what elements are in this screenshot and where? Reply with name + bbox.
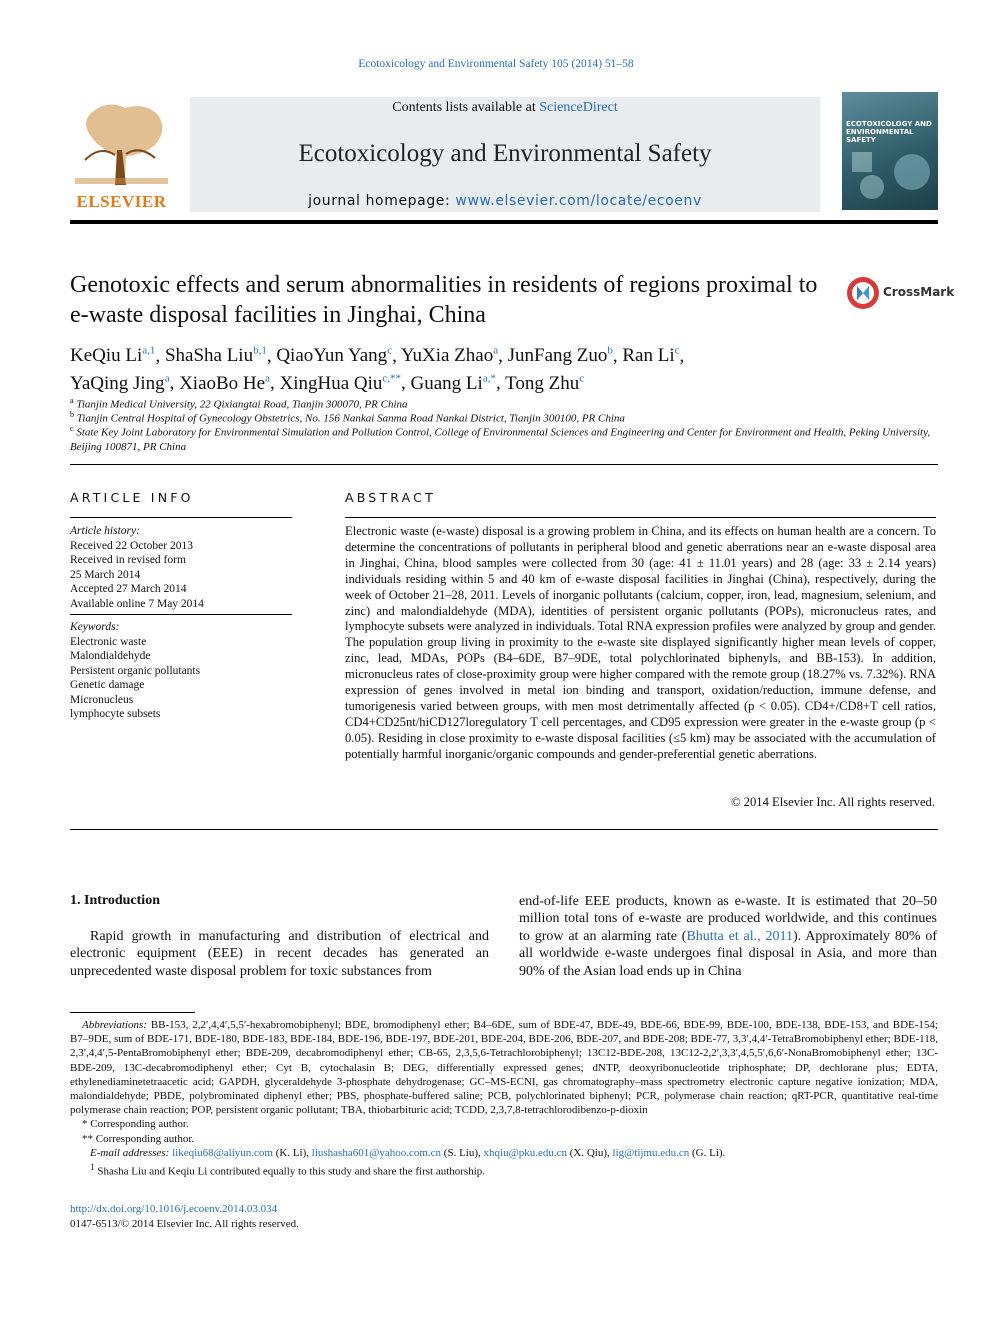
abstract-text: Electronic waste (e-waste) disposal is a growing problem in China, and its effects on human health are a concern. To determine the concentrations of pollutants in peripheral blood and genetic aberrations near an e-waste disposal area in Jinghai, China, blood samples were collected from 30 (age: 41 ± 11.01 years) and 28 (age: 33 ± 2.14 years) individuals residing within 5 and 40 km of e-waste disposal facilities in Jinghai (China), respectively, during the week of October 21–28, 2011. Levels of inorganic pollutants (calcium, copper, iron, lead, magnesium, selenium, and zinc) and malondialdehyde (MDA), identities of persistent organic pollutants (POPs), micronucleus rates, and lymphocyte subsets were analyzed in individuals. Total RNA expression profiles were analyzed by group and gender. The population group living in proximity to the e-waste site displayed significantly higher mean levels of copper, zinc, lead, MDAs, POPs (B4–6DE, B7–9DE, total polychlorinated biphenyls, and BB-153). In addition, micronucleus rates of close-proximity group were higher compared with the remote group (18.27% vs. 7.32%). RNA expression of genes involved in metal ion binding and transport, oxidation/reduction, immune defense, and tumorigenesis varied between groups, with men most detrimentally affected (p < 0.05). CD4+/CD8+T cell ratios, CD4+CD25nt/hiCD127loregulatory T cell percentages, and CD95 expression were greater in the e-waste group (p < 0.05). Residing in close proximity to e-waste disposal facilities (≤5 km) may be associated with the accumulation of potentially harmful inorganic/organic compounds and gender-preferential genetic aberrations. (345, 524, 936, 761)
journal-name: Ecotoxicology and Environmental Safety (298, 140, 712, 167)
citation-link[interactable]: Bhutta et al., 2011 (686, 928, 793, 944)
keyword: Genetic damage (70, 679, 145, 691)
keywords-rule (70, 614, 292, 615)
article-info-rule (70, 517, 292, 518)
doi-link[interactable]: http://dx.doi.org/10.1016/j.ecoenv.2014.03.034 (70, 1203, 278, 1215)
footnote-rule (70, 1012, 195, 1013)
sciencedirect-link[interactable]: ScienceDirect (539, 100, 618, 115)
keyword: Persistent organic pollutants (70, 664, 201, 677)
author[interactable]: KeQiu Li$^{a,1}$ (70, 345, 156, 367)
page-footer (70, 1202, 299, 1231)
article-info-heading: ARTICLE INFO (70, 490, 194, 505)
email-link[interactable]: lig@tijmu.edu.cn (612, 1146, 690, 1159)
crossmark-label: CrossMark (883, 285, 955, 299)
crossmark-badge[interactable] (846, 276, 955, 310)
issn-line: 0147-6513/© 2014 Elsevier Inc. All rights reserved. (70, 1217, 299, 1230)
email-addresses: E-mail addresses: likeqiu68@aliyun.com (K. Li), liushasha601@yahoo.com.cn (S. Liu), xhqiu@pku.edu.cn (X. Qiu), lig@tijmu.edu.cn (G. Li). (90, 1146, 726, 1159)
section-rule (70, 464, 938, 465)
equal-contribution-note: $^1$ Shasha Liu and Keqiu Li contributed equally to this study and share the first authorship. (90, 1162, 486, 1178)
author[interactable]: XingHua Qiu$^{c,**}$ (279, 372, 402, 394)
footnotes: Abbreviations: BB-153, 2,2′,4,4′,5,5′-hexabromobiphenyl; BDE, bromodiphenyl ether; B4–6DE, sum of BDE-47, BDE-49, BDE-66, BDE-99, BDE-100, BDE-138, BDE-153, and BDE-154; B7–9DE, sum of BDE-171, BDE-180, BDE-183, BDE-184, BDE-196, BDE-197, BDE-201, BDE-204, BDE-206, BDE-207, and BDE-208; BDE-77, 3,3′,4,4′-TetraBromobiphenyl ether; BDE-118, 2,3′,4,4′,5-PentaBromobiphenyl ether; BDE-209, decabromodiphenyl ether; CB-65, 2,3,5,6-Tetrachlorobiphenyl; 13C12-BDE-208, 13C12-2,2′,3,3′,4,5,5′,6,6′-NonaBromobiphenyl ether; 13C-BDE-209, 13C-decabromodiphenyl ether; Cyt B, cytochalasin B; DEG, differentially expressed genes; dNTP, deoxyribonucleotide triphosphate; DP, dechlorane plus; EDTA, ethylenediaminetetraacetic acid; GAPDH, glyceraldehyde 3-phosphate dehydrogenase; GC–MS-ECNI, gas chromatography–mass spectrometry electronic capture negative ionization; MDA, malondialdehyde; PBDE, polybrominated diphenyl ether; PBS, phosphate-buffered saline; PCB, polychlorinated biphenyl; PCR, polymerase chain reaction; qRT-PCR, quantitative real-time polymerase chain reaction; POP, persistent organic pollutant; TBA, thiobarbituric acid; TCDD, 2,3,7,8-tetrachlorodibenzo-p-dioxin * Corresponding author. ** Corresponding author. E-mail addresses: likeqiu68@aliyun.com (K. Li), liushasha601@yahoo.com.cn (S. Liu), xhqiu@pku.edu.cn (X. Qiu), lig@tijmu.edu.cn (G. Li). $^1$ Shasha Liu and Keqiu Li contributed equally to this study and share the first authorship. (70, 1019, 938, 1178)
keyword: Electronic waste (70, 635, 147, 648)
author[interactable]: Guang $Li^{a,*}$ (410, 372, 496, 394)
publisher-name: ELSEVIER (76, 192, 167, 211)
author[interactable]: Ran Li$^c$ (622, 345, 680, 367)
affiliation: $^c$ State Key Joint Laboratory for Environmental Simulation and Pollution Control, College of Environmental Sciences and Engineering and Center for Environment and Health, Peking University, Beijing 100871, PR China (70, 424, 931, 453)
email-link[interactable]: likeqiu68@aliyun.com (172, 1146, 273, 1159)
journal-citation[interactable]: Ecotoxicology and Environmental Safety 105 (2014) 51–58 (358, 58, 634, 70)
author[interactable]: ShaSha Liu$^{b,1}$ (164, 345, 267, 367)
homepage-link[interactable]: www.elsevier.com/locate/ecoenv (455, 193, 702, 209)
corresponding-author: ** Corresponding author. (82, 1132, 195, 1145)
email-link[interactable]: xhqiu@pku.edu.cn (483, 1146, 567, 1159)
cover-title: ECOTOXICOLOGY AND ENVIRONMENTAL SAFETY (846, 120, 932, 144)
header-rule (70, 220, 938, 224)
keyword: Micronucleus (70, 693, 134, 706)
journal-cover-image[interactable] (842, 92, 938, 210)
author[interactable]: YaQing Jing$^a$ (70, 372, 170, 394)
keywords: Keywords: Electronic waste Malondialdehyde Persistent organic pollutants Genetic damage Micronucleus lymphocyte subsets (70, 620, 292, 722)
author[interactable]: YuXia Zhao$^a$ (400, 345, 499, 367)
author[interactable]: Tong Zhu$^c$ (505, 372, 585, 394)
journal-homepage (190, 193, 820, 209)
email-link[interactable]: liushasha601@yahoo.com.cn (311, 1146, 442, 1159)
intro-heading: 1. Introduction (70, 893, 160, 908)
abstract-heading: ABSTRACT (345, 490, 436, 505)
crossmark-icon (846, 276, 880, 310)
intro-paragraph-left: Rapid growth in manufacturing and distribution of electrical and electronic equipment (EEE) in recent decades has generated an unprecedented waste disposal problem for toxic substances from (70, 929, 489, 979)
abstract-copyright: © 2014 Elsevier Inc. All rights reserved. (730, 795, 935, 809)
contents-prefix: Contents lists available at (392, 100, 540, 115)
article-title: Genotoxic effects and serum abnormalities in residents of regions proximal to e-waste disposal facilities in Jinghai, China (70, 272, 818, 328)
article-history: Article history: Received 22 October 2013 Received in revised form 25 March 2014 Accepted 27 March 2014 Available online 7 May 2014 (70, 525, 204, 610)
section-rule (70, 829, 938, 830)
cover-art-icon (842, 92, 938, 210)
keyword: Malondialdehyde (70, 650, 151, 662)
author[interactable]: XiaoBo He$^a$ (179, 372, 270, 394)
keyword: lymphocyte subsets (70, 708, 161, 720)
contents-line (190, 100, 820, 116)
homepage-prefix: journal homepage: (308, 193, 456, 209)
abstract-rule (345, 517, 936, 518)
affiliation: $^b$ Tianjin Central Hospital of Gynecology Obstetrics, No. 156 Nankai Sanma Road Nankai District, Tianjin 300100, PR China (70, 410, 625, 425)
elsevier-logo[interactable] (70, 100, 173, 213)
author[interactable]: QiaoYun Yang$^c$ (276, 345, 393, 367)
affiliation: $^a$ Tianjin Medical University, 22 Qixiangtai Road, Tianjin 300070, PR China (70, 396, 408, 411)
author-list: KeQiu Li$^{a,1}$, ShaSha Liu$^{b,1}$, QiaoYun Yang$^c$, YuXia Zhao$^a$, JunFang Zuo$^b$, Ran Li$^c$, YaQing Jing$^a$, XiaoBo He$^a$, XingHua Qiu$^{c,**}$, Guang $Li^{a,*}$, Tong Zhu$^c$ (70, 345, 685, 394)
intro-paragraph-right: end-of-life EEE products, known as e-waste. It is estimated that 20–50 million total tons of e-waste are produced worldwide, and this continues to grow at an alarming rate (Bhutta et al., 2011). Approximately 80% of all worldwide e-waste undergoes final disposal in Asia, and more than 90% of the Asian load ends up in China (519, 894, 937, 979)
author[interactable]: JunFang Zuo$^b$ (507, 345, 613, 367)
corresponding-author: * Corresponding author. (82, 1118, 189, 1131)
